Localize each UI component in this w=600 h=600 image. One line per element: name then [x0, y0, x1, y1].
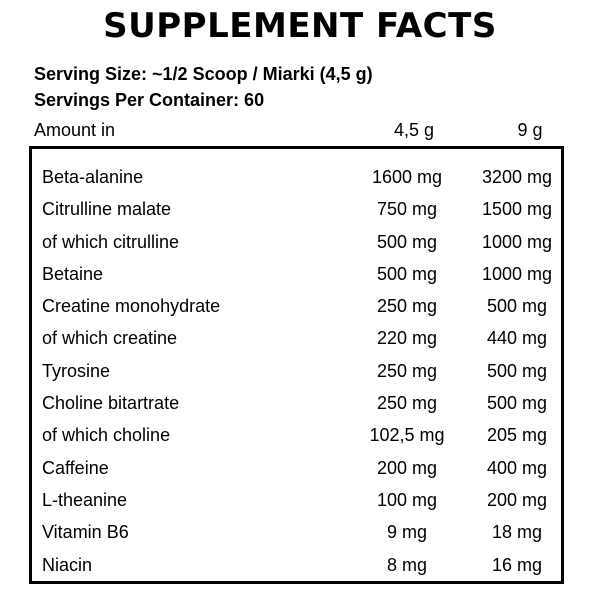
column-header-4-5g: 4,5 g [393, 120, 435, 140]
amount-9g: 500 mg [486, 360, 548, 381]
amount-9g: 3200 mg [481, 167, 553, 187]
amount-9g: 400 mg [486, 457, 548, 478]
table-row [32, 226, 561, 258]
amount-9g: 500 mg [486, 296, 548, 317]
table-row [32, 419, 561, 451]
table-row [32, 516, 561, 548]
ingredient-name: Creatine monohydrate [42, 296, 221, 317]
amount-4-5g: 102,5 mg [369, 425, 445, 446]
amount-9g: 1000 mg [481, 263, 553, 284]
column-header-9g: 9 g [517, 120, 543, 140]
facts-table [29, 146, 564, 584]
table-row [32, 387, 561, 419]
ingredient-name: Niacin [42, 554, 93, 575]
ingredient-name: Beta-alanine [42, 167, 144, 187]
table-row [32, 161, 561, 193]
table-row [32, 193, 561, 225]
amount-9g: 1500 mg [481, 199, 553, 220]
amount-4-5g: 220 mg [376, 328, 438, 349]
ingredient-name: Citrulline malate [42, 199, 172, 220]
amount-9g: 200 mg [486, 489, 548, 510]
amount-in-label: Amount in [34, 120, 116, 140]
ingredient-name: of which citrulline [42, 231, 180, 252]
table-header [0, 117, 600, 143]
amount-9g: 205 mg [486, 425, 548, 446]
ingredient-name: Vitamin B6 [42, 522, 129, 543]
amount-4-5g: 8 mg [386, 554, 428, 575]
amount-9g: 16 mg [491, 554, 543, 575]
page-title: SUPPLEMENT FACTS [103, 6, 497, 46]
ingredient-name: L-theanine [42, 489, 128, 510]
ingredient-name: of which creatine [42, 328, 178, 349]
amount-9g: 1000 mg [481, 231, 553, 252]
table-row [32, 322, 561, 354]
ingredient-name: Tyrosine [42, 360, 111, 381]
ingredient-name: Caffeine [42, 457, 109, 478]
table-row [32, 290, 561, 322]
amount-4-5g: 250 mg [376, 360, 438, 381]
amount-4-5g: 1600 mg [371, 167, 443, 187]
ingredient-name: of which choline [42, 425, 171, 446]
serving-size: Serving Size: ~1/2 Scoop / Miarki (4,5 g) [34, 64, 373, 84]
ingredient-name: Betaine [42, 263, 104, 284]
amount-4-5g: 750 mg [376, 199, 438, 220]
table-row [32, 355, 561, 387]
ingredient-name: Choline bitartrate [42, 393, 180, 414]
amount-9g: 440 mg [486, 328, 548, 349]
amount-9g: 18 mg [491, 522, 543, 543]
table-row [32, 258, 561, 290]
amount-4-5g: 200 mg [376, 457, 438, 478]
facts-rows [32, 161, 561, 581]
amount-4-5g: 100 mg [376, 489, 438, 510]
table-row [32, 549, 561, 581]
table-row [32, 452, 561, 484]
amount-4-5g: 500 mg [376, 263, 438, 284]
servings-per-container: Servings Per Container: 60 [34, 90, 265, 110]
amount-4-5g: 250 mg [376, 296, 438, 317]
amount-4-5g: 250 mg [376, 393, 438, 414]
table-row [32, 484, 561, 516]
amount-4-5g: 500 mg [376, 231, 438, 252]
amount-9g: 500 mg [486, 393, 548, 414]
amount-4-5g: 9 mg [386, 522, 428, 543]
